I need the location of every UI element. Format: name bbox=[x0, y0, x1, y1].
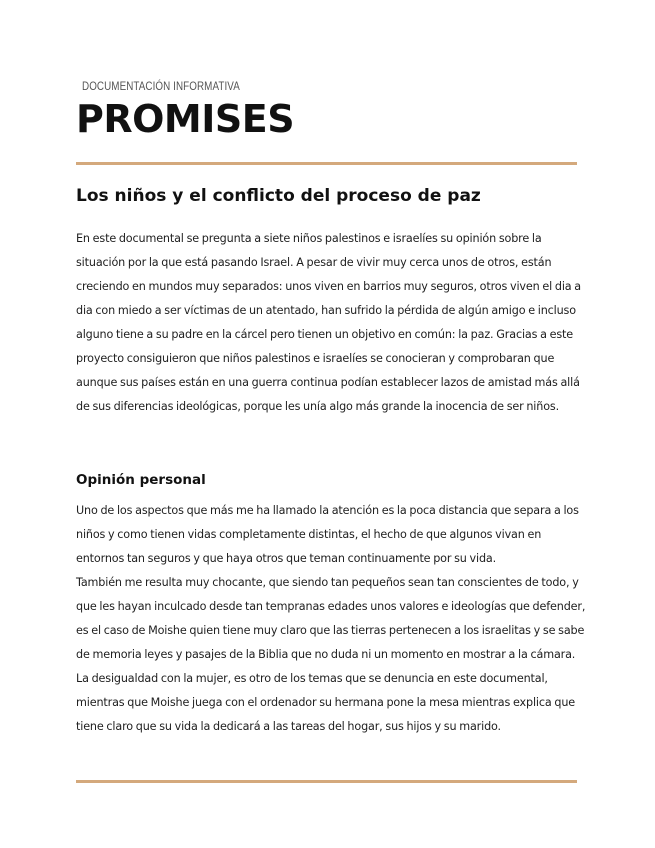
section-title-intro: Los niños y el conflicto del proceso de paz bbox=[76, 186, 481, 206]
opinion-paragraph-1: Uno de los aspectos que más me ha llamado la atención es la poca distancia que separa a los niños y como tienen vidas completamente distintas, el hecho de que algunos vivan en entornos tan seguros y que haya otros que teman continuamente por su vida. bbox=[76, 504, 579, 565]
section-title-opinion: Opinión personal bbox=[76, 472, 206, 488]
opinion-paragraph-block bbox=[76, 499, 586, 739]
document-title: PROMISES bbox=[76, 97, 295, 141]
document-kicker: DOCUMENTACIÓN INFORMATIVA bbox=[82, 79, 240, 93]
bottom-divider bbox=[76, 780, 577, 783]
top-divider bbox=[76, 162, 577, 165]
intro-paragraph-block bbox=[76, 227, 586, 419]
opinion-paragraph-2: También me resulta muy chocante, que siendo tan pequeños sean tan conscientes de todo, y que les hayan inculcado desde tan tempranas edades unos valores e ideologías que defender, es el caso de Moishe quien tiene muy claro que las tierras pertenecen a los israelitas y se sabe de memoria leyes y pasajes de la Biblia que no duda ni un momento en mostrar a la cámara. bbox=[76, 576, 586, 661]
intro-paragraph: En este documental se pregunta a siete niños palestinos e israelíes su opinión sobre la situación por la que está pasando Israel. A pesar de vivir muy cerca unos de otros, están creciendo en mundos muy separados: unos viven en barrios muy seguros, otros viven el dia a dia con miedo a ser víctimas de un atentado, han sufrido la pérdida de algún amigo e incluso alguno tiene a su padre en la cárcel pero tienen un objetivo en común: la paz. Gracias a este proyecto consiguieron que niños palestinos e israelíes se conocieran y comprobaran que aunque sus países están en una guerra continua podían establecer lazos de amistad más allá de sus diferencias ideológicas, porque les unía algo más grande la inocencia de ser niños. bbox=[76, 232, 581, 413]
opinion-paragraph-3: La desigualdad con la mujer, es otro de los temas que se denuncia en este documental, mientras que Moishe juega con el ordenador su hermana pone la mesa mientras explica que tiene claro que su vida la dedicará a las tareas del hogar, sus hijos y su marido. bbox=[76, 672, 576, 733]
